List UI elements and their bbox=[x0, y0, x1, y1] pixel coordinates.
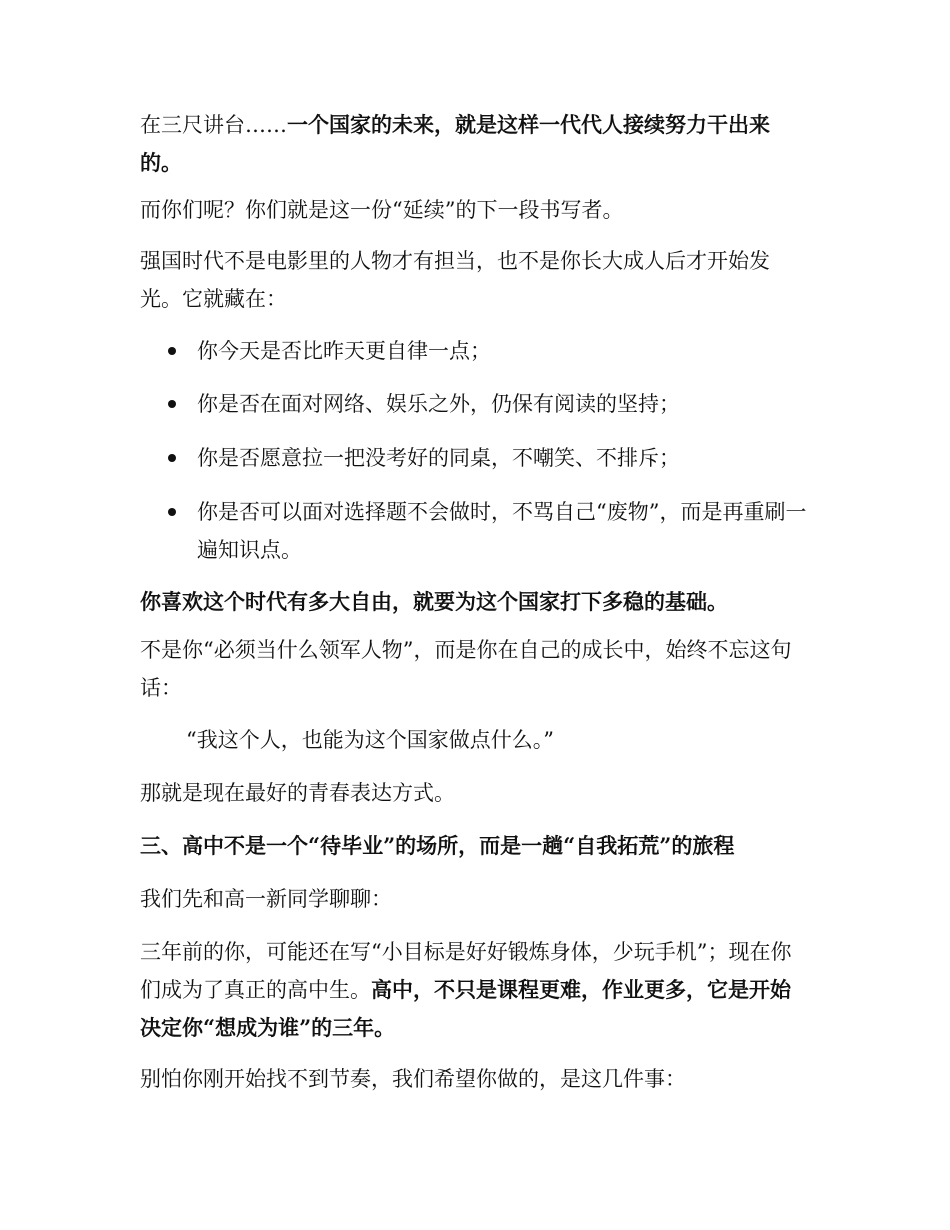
paragraph-three-years-normal: 三年前的你，可能还在写“小目标是好好锻炼身体，少玩手机”；现在你们成为了真正的高中生。 bbox=[140, 940, 792, 1002]
quote-line: “我这个人，也能为这个国家做点什么。” bbox=[186, 728, 554, 752]
paragraph-three-years bbox=[140, 933, 810, 1047]
section-heading-3: 三、高中不是一个“待毕业”的场所，而是一趟“自我拓荒”的旅程 bbox=[140, 833, 735, 858]
bullet-dot-icon bbox=[168, 400, 176, 408]
paragraph-future bbox=[140, 106, 810, 182]
paragraph-youth: 那就是现在最好的青春表达方式。 bbox=[140, 781, 455, 805]
bullet-text: 你是否在面对网络、娱乐之外，仍保有阅读的坚持； bbox=[197, 392, 680, 416]
document-page bbox=[140, 106, 810, 1098]
paragraph-future-normal: 在三尺讲台…… bbox=[140, 113, 287, 137]
paragraph-era: 强国时代不是电影里的人物才有担当，也不是你长大成人后才开始发光。它就藏在： bbox=[140, 249, 770, 311]
bullet-dot-icon bbox=[168, 347, 176, 355]
bullet-dot-icon bbox=[168, 508, 176, 516]
paragraph-freedom-bold: 你喜欢这个时代有多大自由，就要为这个国家打下多稳的基础。 bbox=[140, 589, 728, 614]
bullet-text: 你今天是否比昨天更自律一点； bbox=[197, 339, 491, 363]
bullet-item bbox=[140, 493, 810, 569]
bullet-text: 你是否愿意拉一把没考好的同桌，不嘲笑、不排斥； bbox=[197, 446, 680, 470]
bullet-item bbox=[140, 332, 810, 370]
bullet-dot-icon bbox=[168, 454, 176, 462]
paragraph-continuation: 而你们呢？你们就是这一份“延续”的下一段书写者。 bbox=[140, 198, 624, 222]
paragraph-leader: 不是你“必须当什么领军人物”，而是你在自己的成长中，始终不忘这句话： bbox=[140, 638, 792, 700]
paragraph-rhythm: 别怕你刚开始找不到节奏，我们希望你做的，是这几件事： bbox=[140, 1067, 686, 1091]
paragraph-future-bold: 一个国家的未来，就是这样一代代人接续努力干出来的。 bbox=[140, 112, 770, 175]
bullet-text: 你是否可以面对选择题不会做时，不骂自己“废物”，而是再重刷一遍知识点。 bbox=[197, 500, 807, 562]
bullet-item bbox=[140, 385, 810, 423]
bullet-list bbox=[140, 332, 810, 569]
paragraph-freshmen: 我们先和高一新同学聊聊： bbox=[140, 887, 392, 911]
paragraph-three-years-bold: 高中，不只是课程更难，作业更多，它是开始决定你“想成为谁”的三年。 bbox=[140, 977, 791, 1040]
bullet-item bbox=[140, 439, 810, 477]
